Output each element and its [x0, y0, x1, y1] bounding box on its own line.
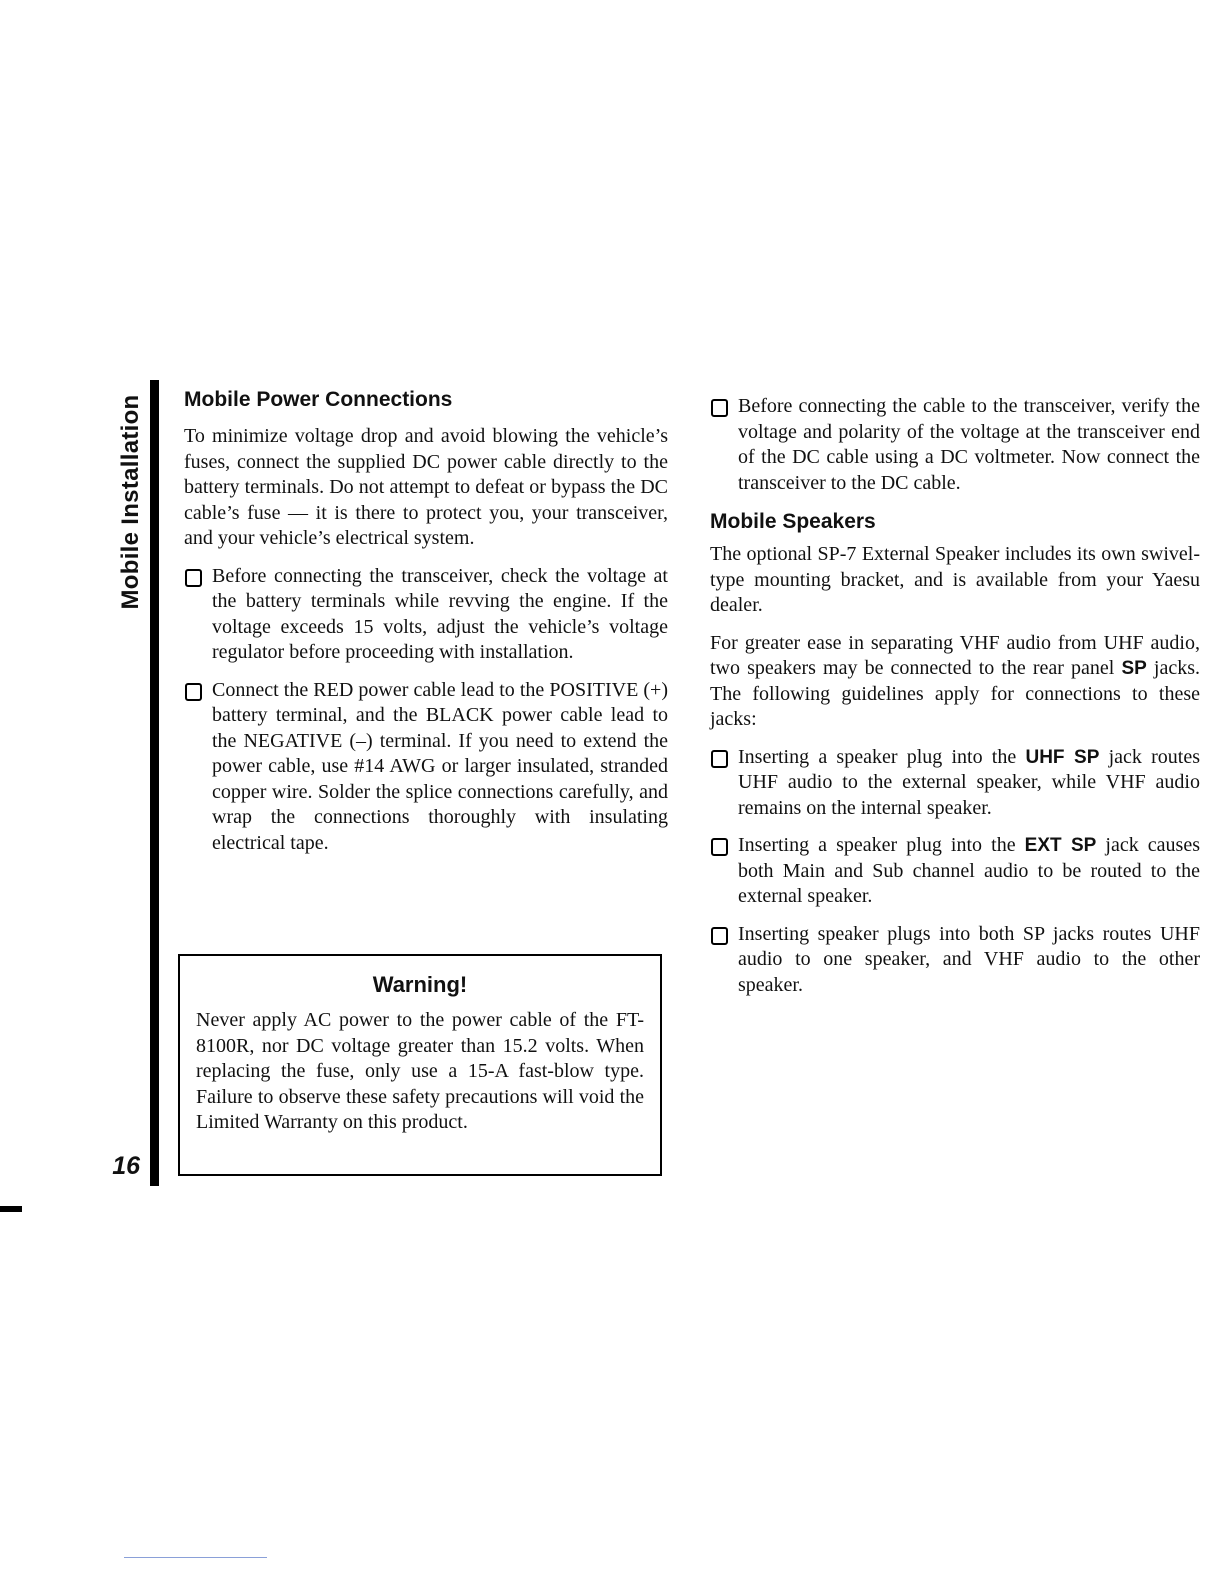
section-side-tab-label: Mobile Installation: [117, 394, 144, 610]
checkbox-icon: [711, 927, 728, 945]
section-side-bar: [150, 380, 159, 1186]
checkbox-icon: [711, 399, 728, 417]
warning-title: Warning!: [372, 972, 468, 997]
checkbox-icon: [711, 838, 728, 856]
uhf-sp-keyword: UHF SP: [1025, 746, 1100, 768]
warning-box: [178, 954, 662, 1176]
sp-keyword: SP: [1121, 658, 1147, 679]
left-column: [184, 386, 668, 868]
checklist-item: Inserting a speaker plug into the UHF SP jack routes UHF audio to the external speaker, while VHF audio remains on the internal speaker.: [710, 745, 1200, 822]
right-column: [710, 394, 1200, 1010]
checklist-item: Inserting a speaker plug into the EXT SP jack causes both Main and Sub channel audio to be routed to the external speaker.: [710, 833, 1200, 910]
footer-line: [124, 1557, 267, 1558]
checklist-item: Inserting speaker plugs into both SP jacks routes UHF audio to one speaker, and VHF audio to the other speaker.: [710, 922, 1200, 999]
checkbox-icon: [185, 683, 202, 701]
scan-corner-mark: [0, 1206, 22, 1212]
page-number: 16: [112, 1152, 140, 1180]
speakers-paragraph-1: The optional SP-7 External Speaker includes its own swivel-type mounting bracket, and is available from your Yaesu dealer.: [710, 543, 1200, 616]
checkbox-icon: [185, 569, 202, 587]
power-connections-intro: To minimize voltage drop and avoid blowing the vehicle’s fuses, connect the supplied DC power cable directly to the battery terminals. Do not attempt to defeat or bypass the DC cable’s fuse — it is there to protect you, your transceiver, and your vehicle’s electrical system.: [184, 425, 668, 549]
mobile-speakers-heading: Mobile Speakers: [710, 510, 876, 533]
checkbox-icon: [711, 750, 728, 768]
checklist-item: [184, 564, 668, 666]
section-side-tab: [113, 382, 149, 622]
checklist-item: [710, 394, 1200, 496]
checklist-item-text: Before connecting the cable to the transceiver, verify the voltage and polarity of the voltage at the transceiver end of the DC cable using a DC voltmeter. Now connect the transceiver to the DC cable.: [738, 395, 1200, 494]
ext-sp-keyword: EXT SP: [1024, 835, 1097, 856]
checklist-item: [184, 678, 668, 857]
power-connections-heading: Mobile Power Connections: [184, 388, 453, 411]
speakers-paragraph-2: For greater ease in separating VHF audio from UHF audio, two speakers may be connected to the rear panel SP jacks. The following guidelines apply for connections to these jacks:: [710, 631, 1200, 730]
warning-text: Never apply AC power to the power cable of the FT-8100R, nor DC voltage greater than 15.2 volts. When replacing the fuse, only use a 15-A fast-blow type. Failure to observe these safety precautions will void the Limited Warranty on this product.: [196, 1009, 644, 1133]
checklist-item-text: Before connecting the transceiver, check the voltage at the battery terminals while revving the engine. If the voltage exceeds 15 volts, adjust the vehicle’s voltage regulator before proceeding with installation.: [212, 564, 668, 663]
checklist-item-text: Connect the RED power cable lead to the POSITIVE (+) battery terminal, and the BLACK power cable lead to the NEGATIVE (–) terminal. If you need to extend the power cable, use #14 AWG or larger insulated, stranded copper wire. Solder the splice connections carefully, and wrap the connections thoroughly with insulating electrical tape.: [212, 678, 668, 854]
